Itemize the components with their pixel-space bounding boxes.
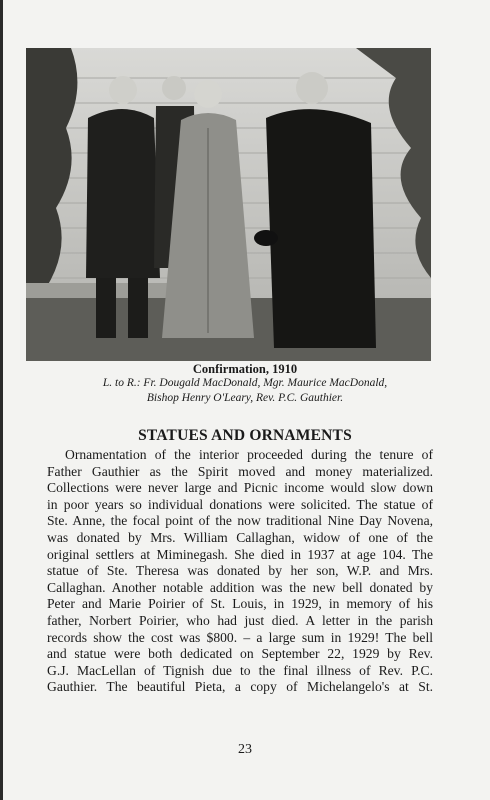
text-line: and statue were both dedicated on September 22, 1929 by Rev. <box>47 646 433 662</box>
text-line: Ornamentation of the interior proceeded during the tenure of <box>65 447 433 462</box>
text-line: father, Norbert Poirier, who had just died. A letter in the parish <box>47 612 433 628</box>
text-line: Gauthier. The beautiful Pieta, a copy of Michelangelo's at St. <box>47 679 433 695</box>
text-line: Father Gauthier as the Spirit moved and money materialized. <box>47 463 433 479</box>
photo-caption-line: Bishop Henry O'Leary, Rev. P.C. Gauthier. <box>146 392 344 404</box>
photo-caption-title: Confirmation, 1910 <box>192 362 298 376</box>
photo-illustration <box>26 48 431 361</box>
text-line: Peter and Marie Poirier of St. Louis, in 1929, in memory of his <box>47 596 433 612</box>
section-heading: STATUES AND ORNAMENTS <box>138 427 352 444</box>
page-number: 23 <box>238 742 252 757</box>
text-line: was donated by Mrs. William Callaghan, widow of one of the <box>47 529 433 545</box>
text-line: records show the cost was $800. – a large sum in 1929! The bell <box>47 629 433 645</box>
photo-caption-line: L. to R.: Fr. Dougald MacDonald, Mgr. Maurice MacDonald, <box>102 377 388 389</box>
body-paragraph <box>47 447 433 696</box>
text-line: G.J. MacLellan of Tignish due to the final illness of Rev. P.C. <box>47 662 433 678</box>
text-line: Collections were never large and Picnic income would slow down <box>47 480 433 496</box>
confirmation-photo <box>26 48 431 361</box>
text-line: Callaghan. Another notable addition was the new bell donated by <box>47 579 433 595</box>
text-line: Ste. Anne, the focal point of the now traditional Nine Day Novena, <box>47 513 433 529</box>
text-line: in poor years so individual donations were solicited. The statue of <box>47 496 433 512</box>
text-line: original settlers at Miminegash. She died in 1937 at age 104. The <box>47 546 433 562</box>
text-line: statue of Ste. Theresa was donated by her son, W.P. and Mrs. <box>47 563 433 579</box>
